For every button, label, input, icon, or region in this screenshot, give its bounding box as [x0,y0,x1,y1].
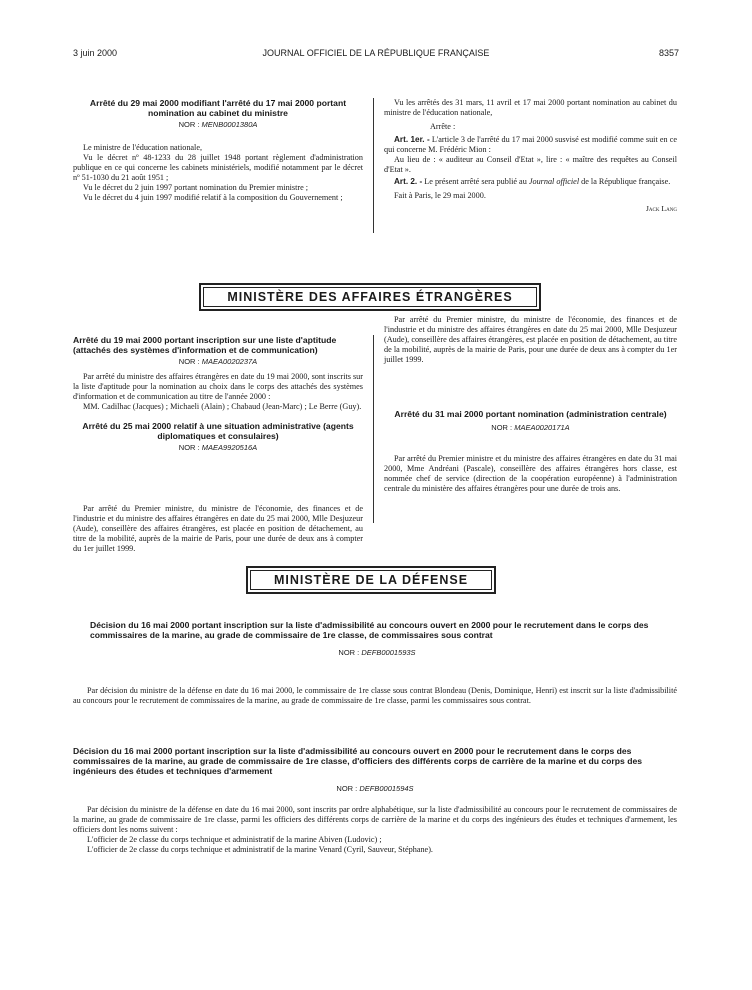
paragraph: MM. Cadilhac (Jacques) ; Michaeli (Alain) ; Chabaud (Jean-Marc) ; Le Berre (Guy). [83,402,362,411]
ministry-heading-foreign-affairs: MINISTÈRE DES AFFAIRES ÉTRANGÈRES [199,283,541,311]
nor-line [384,423,677,432]
nor-code: MAEA9920516A [201,443,258,452]
section-foreign-right [384,315,677,494]
nor-label: NOR : [491,423,513,432]
column-divider [373,98,374,233]
signature: Jack Lang [645,204,677,213]
paragraph: L'officier de 2e classe du corps technique et administratif de la marine Venard (Cyril, Sauveur, Stéphane). [87,845,433,854]
nor-label: NOR : [178,120,200,129]
decree-title: Arrêté du 31 mai 2000 portant nomination (administration centrale) [394,409,667,419]
nor-code: DEFB0001594S [359,784,414,793]
paragraph: Vu le décret nº 48-1233 du 28 juillet 1948 portant règlement d'administration publique en ce qui concerne les cabinets ministériels, modifié notamment par le décret nº 51-1030 du 21 août 1951 ; [73,153,363,182]
nor-code: MAEA0020171A [514,423,570,432]
nor-line [73,357,363,366]
paragraph: Vu les arrêtés des 31 mars, 11 avril et 17 mai 2000 portant nomination au cabinet du ministre de l'éducation nationale, [384,98,677,117]
article-text: Le présent arrêté sera publié au [424,177,527,186]
article-label: Art. 2. - [394,177,423,186]
paragraph: Au lieu de : « auditeur au Conseil d'Etat », lire : « maître des requêtes au Conseil d'Etat ». [384,155,677,174]
header-page-number: 8357 [658,48,679,58]
paragraph: Par décision du ministre de la défense en date du 16 mai 2000, le commissaire de 1re classe sous contrat Blondeau (Denis, Dominique, Henri) est inscrit sur la liste d'admissibilité au concours pour le recrutement de commissaires de la marine, au grade de commissaire de 1re classe, parmi les commissaires sous contrat. [73,686,677,705]
nor-code: MAEA0020237A [201,357,258,366]
decree-title: Arrêté du 19 mai 2000 portant inscription sur une liste d'aptitude (attachés des systèmes d'information et de communication) [73,335,337,355]
paragraph: Vu le décret du 4 juin 1997 modifié relatif à la composition du Gouvernement ; [83,193,343,202]
article-1 [384,135,677,155]
article-label: Art. 1er. - [394,135,430,144]
section-education-left [73,98,363,203]
header-date: 3 juin 2000 [73,48,118,58]
nor-line [73,443,363,452]
decision-title: Décision du 16 mai 2000 portant inscription sur la liste d'admissibilité au concours ouvert en 2000 pour le recrutement dans le corps des commissaires de la marine, au grade de commissaire de 1re classe, de commissaires sous contrat [90,620,649,640]
decree-title: Arrêté du 25 mai 2000 relatif à une situation administrative (agents diplomatiques et consulaires) [82,421,354,441]
nor-line [90,648,664,657]
nor-label: NOR : [178,443,200,452]
date-place: Fait à Paris, le 29 mai 2000. [394,191,486,200]
paragraph: Par arrêté du Premier ministre et du ministre des affaires étrangères en date du 31 mai 2000, Mme Andréani (Pascale), conseillère des affaires étrangères hors classe, est nommée chef de service (direction de la coopération européenne) à l'administration centrale du ministère des affaires étrangères pour une durée de trois ans. [384,454,677,493]
section-foreign-left-continued [73,504,363,553]
paragraph: Vu le décret du 2 juin 1997 portant nomination du Premier ministre ; [83,183,309,192]
nor-label: NOR : [336,784,358,793]
section-foreign-left [73,335,363,458]
ministry-heading-defense: MINISTÈRE DE LA DÉFENSE [246,566,496,594]
section-education-right [384,98,677,214]
paragraph: L'officier de 2e classe du corps technique et administratif de la marine Abiven (Ludovic) ; [87,835,382,844]
article-text: de la République française. [581,177,671,186]
arrete-label: Arrête : [430,122,456,131]
decision-title: Décision du 16 mai 2000 portant inscription sur la liste d'admissibilité au concours ouvert en 2000 pour le recrutement dans le corps des commissaires de la marine, au grade de commissaire de 1re classe, d'officiers des différents corps de carrière de la marine et du corps des ingénieurs des études et techniques d'armement [73,746,643,776]
section-defense-2 [73,746,677,855]
paragraph: Le ministre de l'éducation nationale, [83,143,203,152]
paragraph: Par décision du ministre de la défense en date du 16 mai 2000, sont inscrits par ordre alphabétique, sur la liste d'admissibilité au concours pour le recrutement de commissaires de la marine, au grade de commissaire de 1re classe, parmi les officiers des différents corps de carrière de la marine et du corps des ingénieurs des études et techniques d'armement, les officiers dont les noms suivent : [73,805,677,834]
nor-line [73,120,363,129]
nor-code: DEFB0001593S [361,648,416,657]
article-text: L'article 3 de l'arrêté du 17 mai 2000 susvisé est modifié comme suit en ce qui concerne M. Frédéric Mion : [384,135,677,154]
journal-name: Journal officiel [528,177,580,186]
decree-title: Arrêté du 29 mai 2000 modifiant l'arrêté du 17 mai 2000 portant nomination au cabinet du ministre [89,98,347,118]
section-defense-1 [90,620,664,677]
paragraph: Par arrêté du ministre des affaires étrangères en date du 19 mai 2000, sont inscrits sur la liste d'aptitude pour la nomination au choix dans le corps des attachés des systèmes d'information et de communication au titre de l'année 2000 : [73,372,363,401]
nor-label: NOR : [178,357,200,366]
section-defense-1-body [73,686,677,706]
header-journal-title: JOURNAL OFFICIEL DE LA RÉPUBLIQUE FRANÇAISE [262,48,490,58]
article-2 [384,177,677,187]
nor-label: NOR : [338,648,360,657]
paragraph: Par arrêté du Premier ministre, du ministre de l'économie, des finances et de l'industrie et du ministre des affaires étrangères en date du 25 mai 2000, Mlle Desjuzeur (Aude), conseillère des affaires étrangères, est placée en position de détachement, au titre de la mobilité, auprès de la mairie de Paris, pour une durée de deux ans à compter du 1er juillet 1999. [384,315,677,364]
column-divider [373,335,374,523]
paragraph: Par arrêté du Premier ministre, du ministre de l'économie, des finances et de l'industrie et du ministre des affaires étrangères en date du 25 mai 2000, Mlle Desjuzeur (Aude), conseillère des affaires étrangères, est placée en position de détachement, au titre de la mobilité, auprès de la mairie de Paris, pour une durée de deux ans à compter du 1er juillet 1999. [73,504,363,553]
nor-line [73,784,677,793]
nor-code: MENB0001380A [201,120,258,129]
continued-text [384,315,677,375]
